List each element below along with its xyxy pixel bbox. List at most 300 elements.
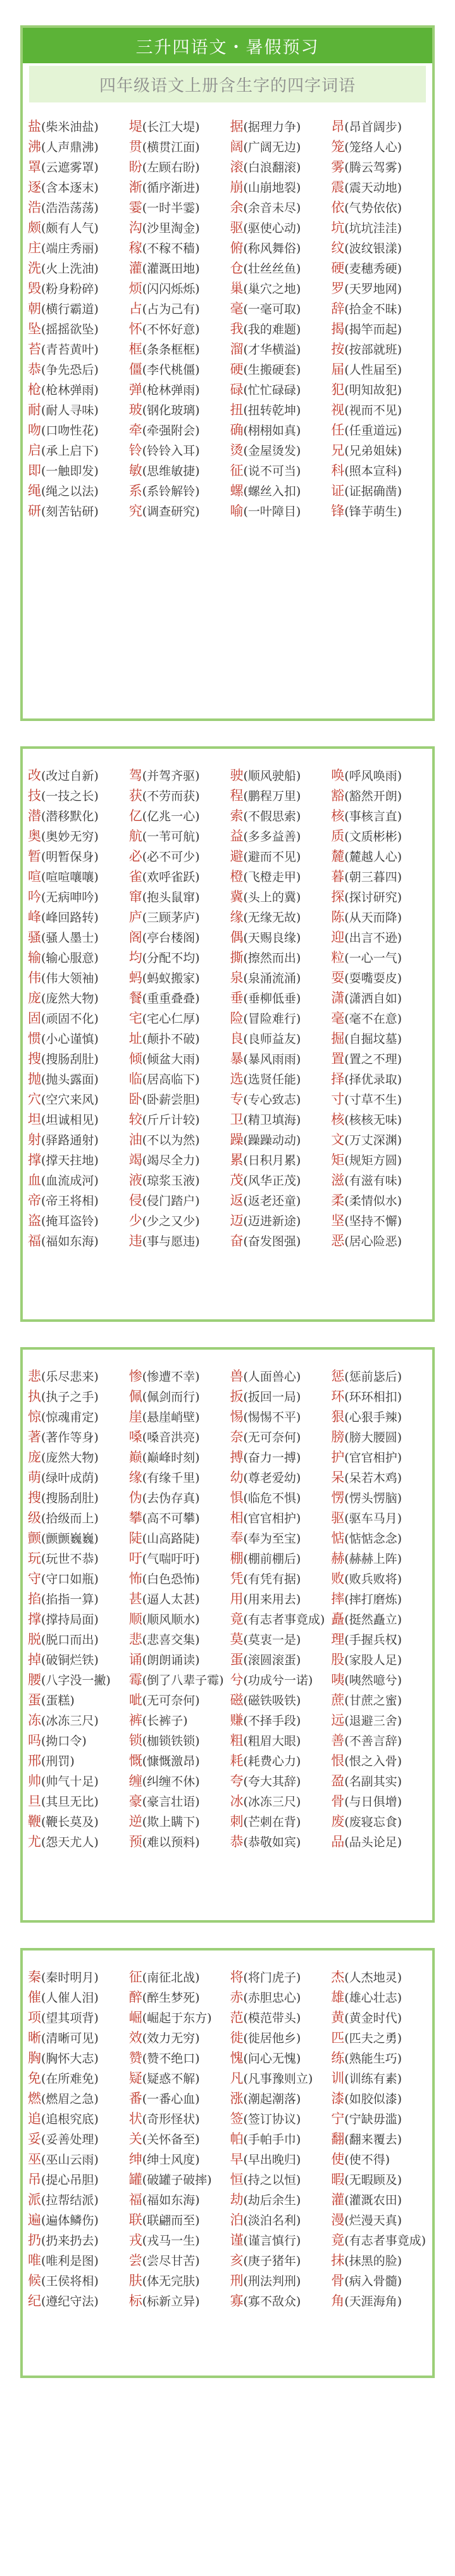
vocab-entry [328,1488,430,1508]
vocab-word: (白浪翻滚) [243,161,301,175]
vocab-char: 惨 [128,1369,142,1384]
vocab-entry [228,116,329,137]
vocab-char: 雄 [331,1990,345,2005]
vocab-char: 耍 [331,970,345,985]
vocab-char: 品 [331,1834,345,1849]
vocab-word: (亿兆一心) [142,810,200,823]
vocab-word: (择优录取) [344,1073,402,1087]
vocab-word: (照本宣科) [344,464,402,478]
vocab-word: (蚂蚁搬家) [142,971,200,985]
vocab-char: 寸 [331,1092,345,1107]
vocab-entry [228,947,329,968]
vocab-word: (峰回路转) [41,911,99,925]
vocab-word: (一叶障目) [243,505,301,519]
vocab-word: (毫不在意) [344,1012,402,1026]
vocab-entry [228,137,329,157]
vocab-char: 盈 [331,1773,345,1789]
vocab-entry [328,866,430,887]
vocab-entry [328,1170,430,1190]
vocab-entry [25,2068,127,2088]
vocab-entry [127,177,228,197]
vocab-entry [25,2129,127,2149]
vocab-word: (人面兽心) [243,1370,301,1384]
vocab-char: 级 [28,1510,41,1525]
vocab-char: 赤 [230,1990,244,2005]
vocab-entry [228,1170,329,1190]
vocab-char: 磁 [230,1692,244,1708]
vocab-entry [25,2230,127,2250]
vocab-char: 狠 [331,1409,345,1424]
vocab-word: (兄弟姐妹) [344,444,402,458]
vocab-char: 灌 [128,261,142,276]
vocab-entry [127,1069,228,1089]
vocab-char: 选 [230,1071,244,1087]
vocab-word: (小心谨慎) [41,1032,99,1046]
vocab-char: 毫 [230,301,244,316]
vocab-word: (用来用去) [243,1593,301,1606]
vocab-word: (选贤任能) [243,1073,301,1087]
vocab-char: 阔 [230,139,244,154]
vocab-char: 妥 [28,2131,41,2147]
vocab-word: (如胶似漆) [344,2092,402,2106]
vocab-word: (在所难免) [41,2072,99,2086]
vocab-entry [228,2149,329,2169]
vocab-char: 竟 [331,2233,345,2248]
vocab-entry [228,2291,329,2311]
vocab-word: (不以为然) [142,1133,200,1147]
vocab-word: (纠缠不休) [142,1775,200,1789]
vocab-word: (说不可当) [243,464,301,478]
vocab-entry [228,1649,329,1670]
vocab-char: 夸 [230,1773,244,1789]
vocab-entry [228,1190,329,1211]
vocab-entry [228,420,329,440]
vocab-word: (一时半霎) [142,201,200,215]
vocab-char: 矩 [331,1152,345,1168]
vocab-entry [328,2129,430,2149]
vocab-entry [328,988,430,1008]
vocab-char: 谨 [230,2233,244,2248]
vocab-char: 霉 [128,1672,142,1687]
vocab-char: 纹 [331,240,345,256]
vocab-entry [127,1508,228,1528]
vocab-word: (倒了八辈子霉) [142,1673,224,1687]
vocab-char: 俯 [230,240,244,256]
vocab-char: 联 [128,2212,142,2228]
vocab-char: 泉 [230,970,244,985]
vocab-entry [127,420,228,440]
vocab-entry [25,137,127,157]
vocab-entry [25,1751,127,1771]
vocab-word: (左顾右盼) [142,161,200,175]
vocab-char: 鞭 [28,1814,41,1829]
vocab-char: 庞 [28,1450,41,1465]
vocab-entry [127,1710,228,1730]
vocab-word: (并驾齐驱) [142,769,200,783]
vocab-char: 确 [230,422,244,438]
vocab-word: (顽固不化) [41,1012,99,1026]
vocab-word: (明知故犯) [344,383,402,397]
vocab-char: 恭 [28,362,41,377]
vocab-word: (谨言慎行) [243,2234,301,2248]
vocab-word: (麓越人心) [344,850,402,864]
vocab-entry [127,116,228,137]
vocab-word: (摇摇欲坠) [41,323,99,336]
vocab-char: 址 [128,1031,142,1046]
vocab-entry [25,1730,127,1751]
vocab-word: (竭尽全力) [142,1154,200,1168]
vocab-char: 届 [331,362,345,377]
vocab-char: 违 [128,1233,142,1248]
vocab-entry [127,1170,228,1190]
vocab-entry [127,947,228,968]
vocab-char: 撑 [28,1612,41,1627]
vocab-char: 牵 [128,422,142,438]
vocab-word: (灌溉田地) [142,262,200,276]
vocab-entry [328,460,430,481]
vocab-word: (莫衷一是) [243,1633,301,1647]
vocab-word: (置之不理) [344,1052,402,1066]
vocab-word: (乐尽悲来) [41,1370,99,1384]
vocab-entry [228,1211,329,1231]
vocab-entry [127,1427,228,1447]
vocab-entry [25,947,127,968]
vocab-entry [25,440,127,460]
vocab-char: 疑 [128,2071,142,2086]
vocab-entry [25,501,127,521]
vocab-word: (赫赫上阵) [344,1552,402,1566]
vocab-entry [328,1832,430,1852]
vocab-entry [228,1130,329,1150]
vocab-char: 毫 [331,1011,345,1026]
vocab-char: 搜 [28,1051,41,1066]
vocab-char: 笼 [331,139,345,154]
vocab-entry [25,1791,127,1811]
vocab-word: (帝王将相) [41,1194,99,1208]
vocab-entry [328,1649,430,1670]
vocab-entry [25,218,127,238]
vocab-grid [23,1366,432,1852]
vocab-entry [228,2271,329,2291]
vocab-char: 惩 [331,1369,345,1384]
vocab-char: 效 [128,2030,142,2045]
vocab-entry [328,238,430,258]
vocab-char: 险 [230,1011,244,1026]
vocab-word: (摔打磨炼) [344,1593,402,1606]
vocab-char: 戎 [128,2233,142,2248]
vocab-word: (赤胆忠心) [243,1991,301,2005]
vocab-char: 科 [331,463,345,478]
vocab-entry [228,299,329,319]
vocab-char: 侵 [128,1193,142,1208]
vocab-word: (扳回一局) [243,1390,301,1404]
vocab-char: 坠 [28,321,41,336]
vocab-entry [127,339,228,359]
vocab-word: (承上启下) [41,444,99,458]
vocab-entry [127,1589,228,1609]
vocab-word: (据理力争) [243,120,301,134]
vocab-char: 占 [128,301,142,316]
vocab-entry [228,177,329,197]
vocab-word: (撑天拄地) [41,1154,99,1168]
vocab-char: 渐 [128,180,142,195]
vocab-entry [25,177,127,197]
vocab-word: (提心吊胆) [41,2173,99,2187]
vocab-entry [25,1649,127,1670]
vocab-word: (蛋糕) [41,1694,75,1708]
vocab-entry [328,1751,430,1771]
vocab-word: (波纹银漾) [344,242,402,256]
vocab-word: (横行霸道) [41,302,99,316]
vocab-word: (迈进新途) [243,1214,301,1228]
vocab-entry [328,765,430,786]
vocab-char: 攀 [128,1510,142,1525]
vocab-char: 嗓 [128,1429,142,1445]
vocab-word: (欢呼雀跃) [142,870,200,884]
vocab-char: 训 [331,2071,345,2086]
vocab-word: (震天动地) [344,181,402,195]
vocab-char: 咦 [331,1672,345,1687]
vocab-word: (奋力一搏) [243,1451,301,1465]
vocab-word: (凡事豫则立) [243,2072,313,2086]
vocab-char: 少 [128,1213,142,1228]
vocab-word: (李代桃僵) [142,363,200,377]
vocab-char: 据 [230,119,244,134]
vocab-word: (庞然大物) [41,992,99,1006]
vocab-char: 暴 [230,1051,244,1066]
vocab-entry [25,1109,127,1130]
vocab-char: 启 [28,443,41,458]
vocab-char: 搜 [28,1490,41,1505]
vocab-char: 吊 [28,2172,41,2187]
vocab-entry [328,968,430,988]
vocab-char: 善 [331,1733,345,1748]
vocab-entry [328,1089,430,1109]
vocab-word: (退避三舍) [344,1714,402,1728]
vocab-entry [127,481,228,501]
vocab-char: 滚 [230,159,244,175]
vocab-entry [25,2291,127,2311]
vocab-word: (遍体鳞伤) [41,2214,99,2228]
vocab-word: (怨天尤人) [41,1835,99,1849]
vocab-entry [127,1548,228,1568]
vocab-entry [25,806,127,826]
vocab-entry [328,1710,430,1730]
vocab-char: 绳 [28,483,41,498]
page-title: 三升四语文・暑假预习 [23,28,432,63]
vocab-char: 关 [128,2131,142,2147]
vocab-entry [127,1609,228,1629]
vocab-char: 耗 [230,1753,244,1768]
vocab-char: 蛋 [230,1652,244,1667]
vocab-word: (悲喜交集) [142,1633,200,1647]
vocab-entry [328,1427,430,1447]
vocab-word: (品头论足) [344,1835,402,1849]
vocab-word: (坑坑洼洼) [344,221,402,235]
vocab-char: 理 [331,1632,345,1647]
vocab-char: 旦 [28,1794,41,1809]
vocab-word: (刑法判刑) [243,2274,301,2288]
vocab-char: 伪 [128,1490,142,1505]
vocab-word: (喧喧嚷嚷) [41,870,99,884]
vocab-word: (顺风驶船) [243,769,301,783]
vocab-entry [328,1987,430,2007]
vocab-char: 肤 [128,2273,142,2288]
vocab-entry [127,137,228,157]
vocab-char: 范 [230,2010,244,2025]
vocab-word: (长裤子) [142,1714,188,1728]
vocab-char: 巢 [230,281,244,296]
vocab-char: 催 [28,1990,41,2005]
vocab-entry [25,1366,127,1386]
vocab-entry [25,1427,127,1447]
vocab-entry [228,278,329,299]
vocab-char: 吟 [28,889,41,904]
vocab-entry [328,2230,430,2250]
vocab-entry [228,400,329,420]
vocab-word: (证据确凿) [344,484,402,498]
vocab-entry [328,2088,430,2109]
vocab-entry [127,1130,228,1150]
vocab-entry [127,1008,228,1028]
vocab-char: 冰 [230,1794,244,1809]
vocab-char: 慨 [128,1753,142,1768]
vocab-char: 佩 [128,1389,142,1404]
vocab-char: 喧 [28,869,41,884]
vocab-char: 枪 [28,382,41,397]
vocab-entry [127,2291,228,2311]
vocab-char: 诵 [128,1652,142,1667]
vocab-entry [127,1629,228,1649]
vocab-word: (夸大其辞) [243,1775,301,1789]
vocab-word: (不假思索) [243,810,301,823]
vocab-entry [25,258,127,278]
vocab-entry [228,258,329,278]
vocab-word: (腾云驾雾) [344,161,402,175]
vocab-entry [127,1649,228,1670]
vocab-char: 泊 [230,2212,244,2228]
vocab-word: (宅心仁厚) [142,1012,200,1026]
vocab-word: (病入骨髓) [344,2274,402,2288]
vocab-word: (居高临下) [142,1073,200,1087]
vocab-entry [25,927,127,947]
vocab-word: (闪闪烁烁) [142,282,200,296]
vocab-entry [25,1987,127,2007]
vocab-char: 峰 [28,909,41,925]
vocab-char: 按 [331,342,345,357]
vocab-word: (扭转乾坤) [243,404,301,417]
vocab-char: 幼 [230,1470,244,1485]
vocab-char: 呆 [331,1470,345,1485]
vocab-char: 逐 [28,180,41,195]
vocab-entry [25,481,127,501]
vocab-char: 射 [28,1132,41,1147]
vocab-word: (尊老爱幼) [243,1471,301,1485]
vocab-char: 视 [331,402,345,417]
vocab-entry [228,968,329,988]
vocab-word: (欺上瞒下) [142,1815,200,1829]
vocab-entry [127,2190,228,2210]
vocab-word: (福如东海) [41,1235,99,1248]
vocab-word: (愣头愣脑) [344,1491,402,1505]
vocab-char: 抛 [28,1071,41,1087]
vocab-char: 研 [28,503,41,519]
vocab-word: (唯利是图) [41,2254,99,2268]
vocab-word: (多多益善) [243,830,301,844]
vocab-char: 漆 [331,2091,345,2106]
vocab-char: 血 [28,1173,41,1188]
vocab-word: (庞然大物) [41,1451,99,1465]
vocab-word: (甘蔗之蜜) [344,1694,402,1708]
vocab-word: (潇洒自如) [344,992,402,1006]
vocab-char: 状 [128,2111,142,2126]
vocab-char: 摔 [331,1591,345,1606]
vocab-entry [228,1710,329,1730]
vocab-char: 核 [331,808,345,823]
vocab-char: 锋 [331,503,345,519]
vocab-word: (咦然噫兮) [344,1673,402,1687]
vocab-char: 玩 [28,1551,41,1566]
vocab-char: 潜 [28,808,41,823]
vocab-char: 骚 [28,930,41,945]
vocab-char: 冻 [28,1713,41,1728]
vocab-entry [228,460,329,481]
vocab-word: (逼人太甚) [142,1593,200,1606]
vocab-word: (守口如瓶) [41,1572,99,1586]
vocab-word: (争先恐后) [41,363,99,377]
vocab-word: (粉身粉碎) [41,282,99,296]
vocab-entry [328,1589,430,1609]
vocab-entry [228,1987,329,2007]
vocab-char: 缘 [128,1470,142,1485]
vocab-grid [23,1967,432,2311]
vocab-word: (万丈深渊) [344,1133,402,1147]
vocab-char: 晰 [28,2030,41,2045]
vocab-entry [127,1407,228,1427]
vocab-char: 竭 [128,1152,142,1168]
vocab-entry [228,2169,329,2190]
vocab-word: (一技之长) [41,789,99,803]
vocab-word: (去伪存真) [142,1491,200,1505]
vocab-entry [328,947,430,968]
vocab-word: (膀大腰圆) [344,1431,402,1445]
vocab-entry [127,806,228,826]
vocab-char: 扳 [230,1389,244,1404]
vocab-word: (含本逐末) [41,181,99,195]
vocab-word: (淡泊名利) [243,2214,301,2228]
vocab-entry [328,1130,430,1150]
vocab-entry [25,460,127,481]
vocab-char: 唤 [331,768,345,783]
vocab-entry [127,258,228,278]
vocab-entry [328,1231,430,1251]
vocab-char: 核 [331,1112,345,1127]
vocab-char: 贯 [128,139,142,154]
vocab-word: (高不可攀) [142,1512,200,1525]
vocab-word: (奇形怪状) [142,2112,200,2126]
vocab-word: (铃铃入耳) [142,444,200,458]
vocab-char: 较 [128,1112,142,1127]
vocab-char: 迎 [331,930,345,945]
vocab-entry [127,1488,228,1508]
vocab-entry [228,1811,329,1832]
vocab-char: 弹 [128,382,142,397]
vocab-word: (著作等身) [41,1431,99,1445]
vocab-entry [127,1967,228,1987]
vocab-entry [228,1386,329,1407]
vocab-char: 技 [28,788,41,803]
vocab-entry [25,1150,127,1170]
